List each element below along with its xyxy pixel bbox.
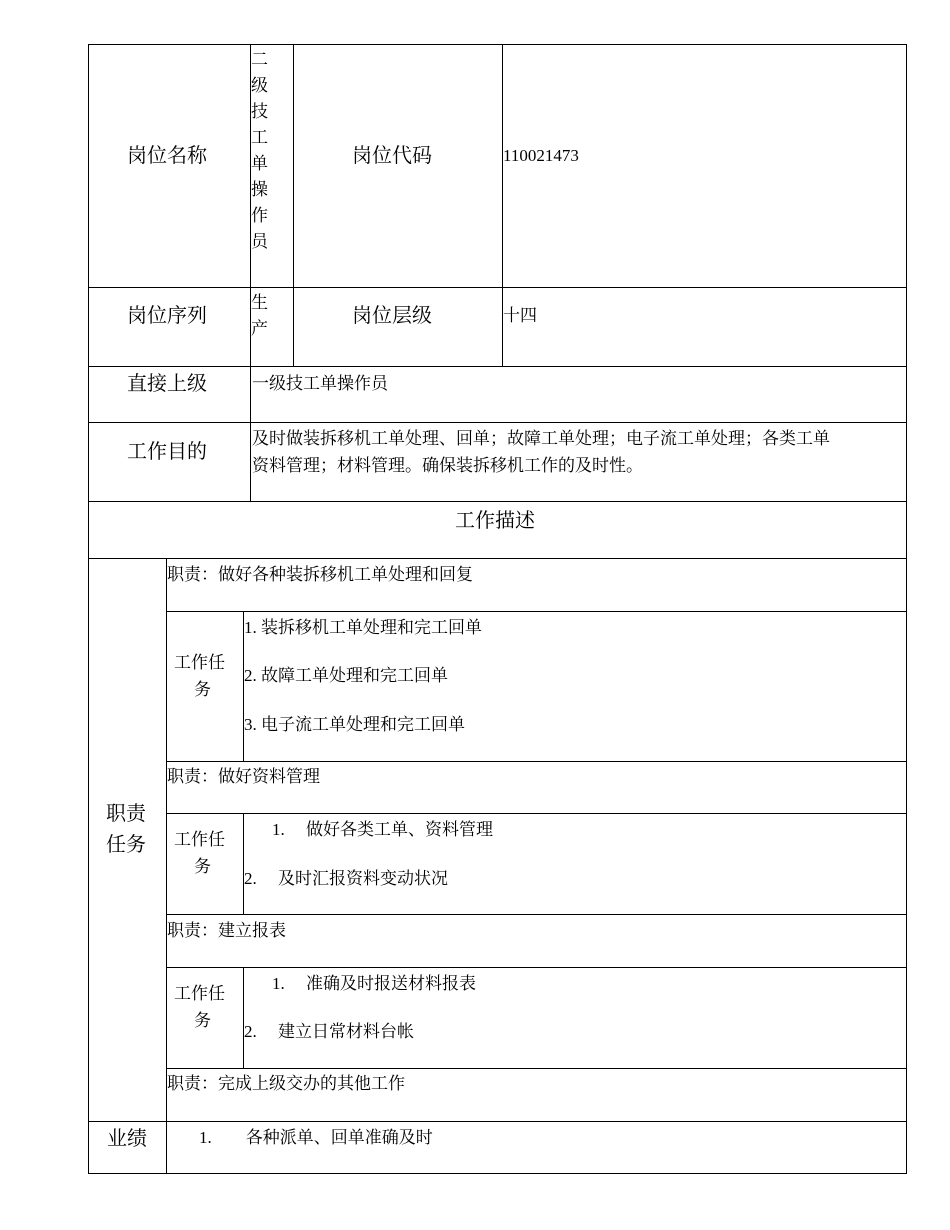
duty-title: 职责：做好资料管理 — [167, 767, 320, 786]
post-code-value: 110021473 — [503, 146, 579, 165]
task-label-line-2: 务 — [194, 857, 211, 876]
superior-value: 一级技工单操作员 — [252, 374, 388, 393]
duty-title: 职责：做好各种装拆移机工单处理和回复 — [167, 565, 473, 584]
duty-title: 职责：完成上级交办的其他工作 — [167, 1074, 405, 1093]
task-item: 1. 做好各类工单、资料管理 — [272, 820, 493, 839]
duties-label-line-1: 职责 — [106, 803, 146, 825]
purpose-text-line-1: 及时做装拆移机工单处理、回单；故障工单处理；电子流工单处理；各类工单 — [252, 429, 830, 448]
post-level-label: 岗位层级 — [352, 305, 432, 327]
duties-label-line-2: 任务 — [106, 834, 146, 856]
task-label-line-2: 务 — [194, 680, 211, 699]
task-label-line-1: 工作任 — [174, 984, 225, 1003]
superior-label: 直接上级 — [127, 373, 207, 395]
post-series-label: 岗位序列 — [127, 305, 207, 327]
performance-label: 业绩 — [107, 1128, 147, 1150]
task-item: 3. 电子流工单处理和完工回单 — [244, 715, 465, 734]
task-item: 2. 及时汇报资料变动状况 — [244, 869, 448, 888]
post-code-label: 岗位代码 — [352, 145, 432, 167]
post-level-value: 十四 — [503, 306, 537, 325]
post-name-value: 二级技工单操作员 — [251, 50, 268, 251]
task-label-line-1: 工作任 — [174, 653, 225, 672]
post-series-value: 生产 — [251, 293, 268, 338]
post-name-label: 岗位名称 — [127, 145, 207, 167]
task-item: 2. 建立日常材料台帐 — [244, 1022, 414, 1041]
task-item: 1. 装拆移机工单处理和完工回单 — [244, 618, 482, 637]
purpose-label: 工作目的 — [127, 441, 207, 463]
task-item: 1. 准确及时报送材料报表 — [272, 974, 476, 993]
task-item: 2. 故障工单处理和完工回单 — [244, 666, 448, 685]
task-label-line-2: 务 — [194, 1011, 211, 1030]
purpose-text-line-2: 资料管理；材料管理。确保装拆移机工作的及时性。 — [252, 456, 643, 475]
description-title: 工作描述 — [455, 510, 535, 532]
task-label-line-1: 工作任 — [174, 830, 225, 849]
duty-title: 职责：建立报表 — [167, 921, 286, 940]
performance-item: 1. 各种派单、回单准确及时 — [199, 1128, 433, 1147]
